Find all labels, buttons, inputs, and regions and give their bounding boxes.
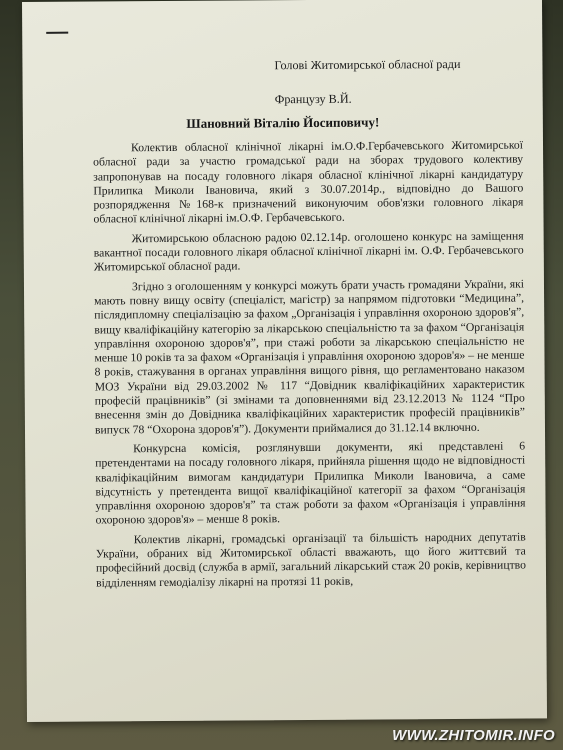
- paragraph: Конкурсна комісія, розглянувши документи, які представлені 6 претендентами на посаду головного лікаря, прийняла рішення щодо не відповідності кваліфікаційним вимогам кандидатури Прилипка Миколи Івановича, а саме відсутність у претендента вищої кваліфікаційної категорії за фахом “Організація управління охороною здоров'я” та стаж роботи за фахом «Організація і управління охороною здоров'я» – менше 8 років.: [95, 439, 526, 527]
- site-watermark: WWW.ZHITOMIR.INFO: [392, 727, 555, 744]
- letter-body: [93, 139, 526, 596]
- salutation: Шановний Віталію Йосиповичу!: [186, 114, 380, 131]
- letter-page: [22, 0, 547, 722]
- addressee-name: Французу В.Й.: [274, 91, 352, 107]
- dash-mark: [46, 32, 68, 34]
- addressee-block: [274, 54, 539, 109]
- paragraph: Житомирською обласною радою 02.12.14р. оголошено конкурс на заміщення вакантної посади головного лікаря обласної клінічної лікарні ім. О.Ф. Гербачевського Житомирської обласної ради.: [93, 229, 524, 274]
- addressee-title: Голові Житомирської обласної ради: [274, 56, 461, 73]
- paragraph: Колектив обласної клінічної лікарні ім.О.Ф.Гербачевського Житомирської обласної ради за участю громадської ради на зборах трудового колективу запропонував на посаду головного лікаря обласної клінічної лікарні кандидатуру Прилипка Миколи Івановича, який з 30.07.2014р., відповідно до Вашого розпорядження №168-к призначений виконуючим обов'язки головного лікаря обласної клінічної лікарні ім.О.Ф. Гербачевського.: [93, 138, 524, 226]
- paragraph: Згідно з оголошенням у конкурсі можуть брати участь громадяни України, які мають повну вищу освіту (спеціаліст, магістр) за напрямом підготовки “Медицина”, післядипломну спеціалізацію за фахом „Організація і управління охороною здоров'я”, вищу кваліфікаційну категорію за лікарською спеціальністю та за фахом “Організація управління охороною здоров'я”, при стажі роботи за лікарською спеціальністю не менше 10 років та за фахом «Організація і управління охороною здоров'я» – не менше 8 років, стажування в органах управління вищого рівня, що регламентовано наказом МОЗ України від 29.03.2002 № 117 “Довідник кваліфікаційних характеристик професій працівників” (зі змінами та доповненнями від 23.12.2013 № 1124 “Про внесення змін до Довідника кваліфікаційних характеристик професій працівників” випуск 78 “Охорона здоров'я”). Документи приймалися до 31.12.14 включно.: [94, 277, 525, 437]
- paragraph: Колектив лікарні, громадські організації та більшість народних депутатів України, обраних від Житомирської області вважають, що його життєвий та професійний досвід (служба в армії, загальний лікарський стаж 20 років, керівництво відділенням гемодіалізу лікарні на протязі 11 років,: [95, 530, 526, 590]
